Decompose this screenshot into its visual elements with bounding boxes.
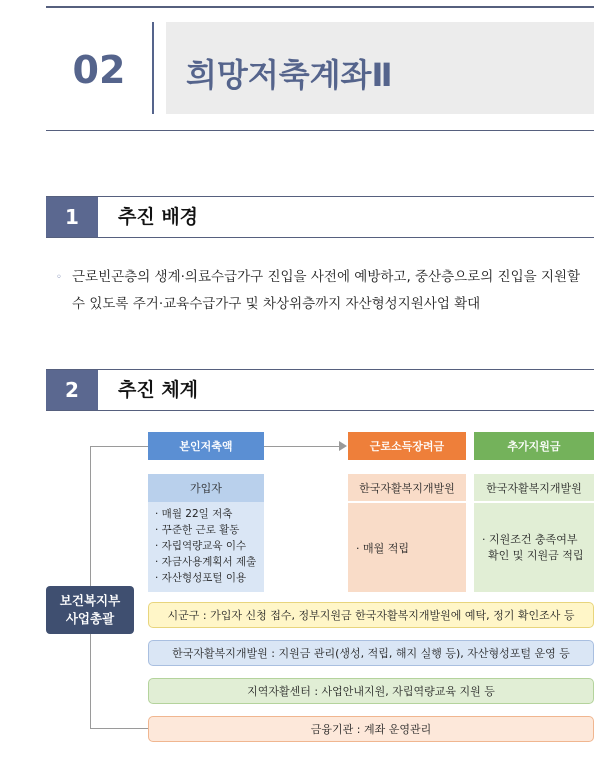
connector-line bbox=[90, 728, 148, 729]
col2-content: · 매월 적립 bbox=[348, 503, 466, 592]
section-heading-2 bbox=[46, 369, 594, 411]
col2-org: 한국자활복지개발원 bbox=[348, 474, 466, 502]
arrow-line bbox=[264, 446, 342, 447]
arrow-head-icon bbox=[339, 441, 347, 451]
row-welfare-institute: 한국자활복지개발원 : 지원금 관리(생성, 적립, 해지 실행 등), 자산형성포털 운영 등 bbox=[148, 640, 594, 666]
chapter-number: 02 bbox=[72, 48, 126, 92]
col-header-personal-savings: 본인저축액 bbox=[148, 432, 264, 460]
connector-line bbox=[90, 634, 91, 728]
list-item: · 자금사용계획서 제출 bbox=[155, 556, 257, 568]
paragraph-line: 근로빈곤층의 생계·의료수급가구 진입을 사전에 예방하고, 중산층으로의 진입을 지원할 bbox=[72, 269, 581, 285]
section-heading-1 bbox=[46, 196, 594, 238]
chapter-divider bbox=[152, 22, 154, 114]
ministry-name: 보건복지부 bbox=[59, 593, 121, 608]
col-header-additional-support: 추가지원금 bbox=[474, 432, 594, 460]
list-item: · 자립역량교육 이수 bbox=[155, 540, 247, 552]
list-item: · 꾸준한 근로 활동 bbox=[155, 524, 240, 536]
col3-content-line: · 지원조건 충족여부 bbox=[482, 532, 578, 546]
row-self-support-center: 지역자활센터 : 사업안내지원, 자립역량교육 지원 등 bbox=[148, 678, 594, 704]
row-local-government: 시군구 : 가입자 신청 접수, 정부지원금 한국자활복지개발원에 예탁, 정기 확인조사 등 bbox=[148, 602, 594, 628]
section-title: 추진 체계 bbox=[118, 379, 199, 401]
subscriber-header: 가입자 bbox=[148, 474, 264, 502]
ministry-role: 사업총괄 bbox=[65, 611, 115, 626]
col-header-work-incentive: 근로소득장려금 bbox=[348, 432, 466, 460]
ministry-box bbox=[46, 586, 134, 634]
row-financial-institution: 금융기관 : 계좌 운영관리 bbox=[148, 716, 594, 742]
subscriber-duties bbox=[150, 506, 262, 586]
chapter-title: 희망저축계좌Ⅱ bbox=[186, 56, 393, 94]
connector-line bbox=[90, 446, 91, 586]
list-item: · 자산형성포털 이용 bbox=[155, 572, 247, 584]
section-title: 추진 배경 bbox=[118, 206, 199, 228]
col3-content-line: 확인 및 지원금 적립 bbox=[488, 548, 584, 562]
paragraph-line: 수 있도록 주거·교육수급가구 및 차상위층까지 자산형성지원사업 확대 bbox=[72, 296, 481, 312]
top-rule bbox=[46, 6, 594, 8]
section-number: 2 bbox=[46, 370, 98, 410]
list-item: · 매월 22일 저축 bbox=[155, 508, 233, 520]
connector-line bbox=[90, 446, 148, 447]
background-paragraph bbox=[56, 264, 596, 318]
section-number: 1 bbox=[46, 197, 98, 237]
header-rule bbox=[46, 130, 594, 131]
bullet-icon: ◦ bbox=[56, 272, 62, 283]
col3-content bbox=[474, 503, 594, 592]
col3-org: 한국자활복지개발원 bbox=[474, 474, 594, 502]
